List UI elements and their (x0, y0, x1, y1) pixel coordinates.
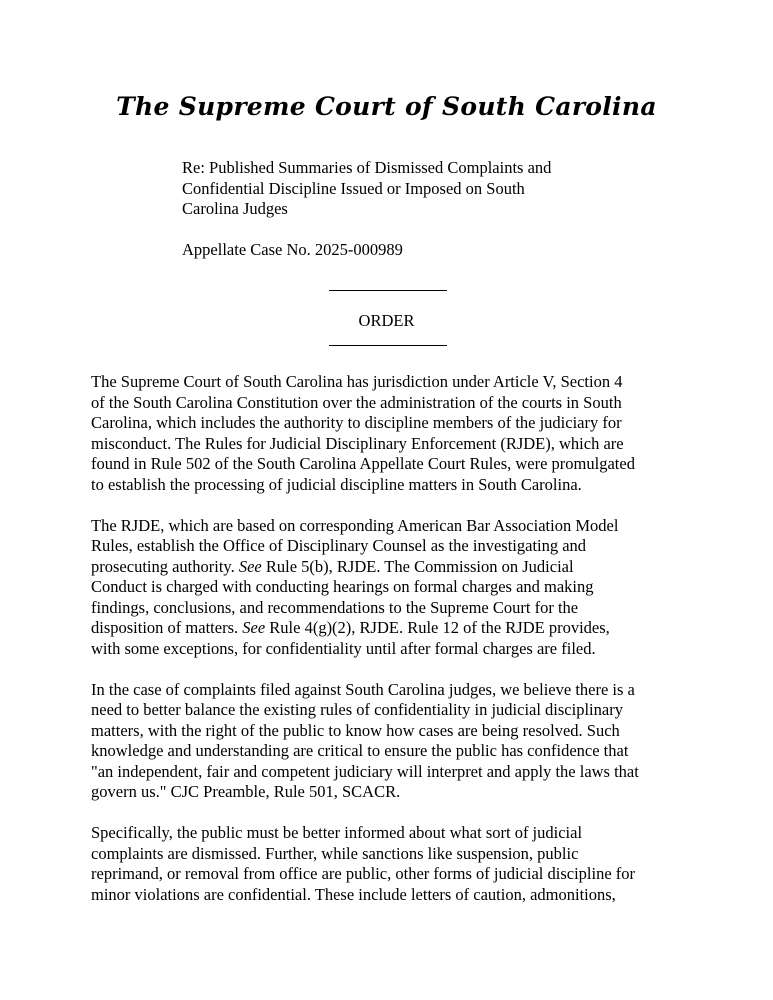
text-line: The RJDE, which are based on corresponding American Bar Association Model (91, 515, 619, 535)
re-line: Carolina Judges (182, 199, 288, 218)
text-line: govern us." CJC Preamble, Rule 501, SCACR. (91, 782, 401, 801)
text-line: In the case of complaints filed against South Carolina judges, we believe there is a (91, 679, 635, 699)
text-run: Rule 5(b), RJDE. The Commission on Judicial (261, 556, 574, 576)
order-rule-top (329, 290, 447, 291)
appellate-case-number: Appellate Case No. 2025-000989 (182, 240, 403, 259)
order-rule-bottom (329, 345, 447, 346)
text-line (91, 618, 691, 639)
court-title: The Supreme Court of South Carolina (116, 92, 657, 121)
text-line: The Supreme Court of South Carolina has jurisdiction under Article V, Section 4 (91, 372, 623, 391)
text-line: to establish the processing of judicial discipline matters in South Carolina. (91, 474, 582, 494)
see-signal: See (242, 618, 266, 637)
text-line: "an independent, fair and competent judiciary will interpret and apply the laws that (91, 761, 639, 781)
text-line: minor violations are confidential. These include letters of caution, admonitions, (91, 884, 616, 904)
text-line: misconduct. The Rules for Judicial Disciplinary Enforcement (RJDE), which are (91, 433, 624, 453)
text-line: Conduct is charged with conducting hearings on formal charges and making (91, 577, 594, 596)
text-line: need to better balance the existing rules of confidentiality in judicial disciplinary (91, 700, 623, 719)
re-line: Re: Published Summaries of Dismissed Complaints and (182, 158, 552, 177)
order-heading: ORDER (358, 311, 415, 330)
text-run: Rule 4(g)(2), RJDE. Rule 12 of the RJDE provides, (265, 618, 610, 637)
re-subject-block (182, 158, 602, 220)
paragraph-rjde (91, 516, 691, 660)
paragraph-confidentiality (91, 680, 691, 803)
text-run: prosecuting authority. (91, 556, 239, 576)
re-line: Confidential Discipline Issued or Imposed on South (182, 178, 525, 198)
text-line: findings, conclusions, and recommendations to the Supreme Court for the (91, 597, 579, 617)
paragraph-jurisdiction (91, 372, 691, 495)
text-line: matters, with the right of the public to know how cases are being resolved. Such (91, 720, 620, 740)
see-signal: See (238, 556, 262, 576)
text-run: disposition of matters. (91, 618, 243, 637)
text-line: with some exceptions, for confidentiality until after formal charges are filed. (91, 638, 596, 658)
text-line (91, 557, 691, 578)
text-line: complaints are dismissed. Further, while sanctions like suspension, public (91, 843, 579, 863)
text-line: Rules, establish the Office of Disciplinary Counsel as the investigating and (91, 536, 587, 555)
text-line: found in Rule 502 of the South Carolina Appellate Court Rules, were promulgated (91, 454, 635, 473)
text-line: reprimand, or removal from office are public, other forms of judicial discipline for (91, 864, 636, 883)
paragraph-specifically (91, 823, 691, 905)
text-line: Specifically, the public must be better informed about what sort of judicial (91, 823, 583, 842)
order-body (91, 372, 691, 926)
text-line: knowledge and understanding are critical to ensure the public has confidence that (91, 741, 629, 760)
text-line: of the South Carolina Constitution over the administration of the courts in South (91, 392, 622, 412)
text-line: Carolina, which includes the authority to discipline members of the judiciary for (91, 413, 622, 432)
